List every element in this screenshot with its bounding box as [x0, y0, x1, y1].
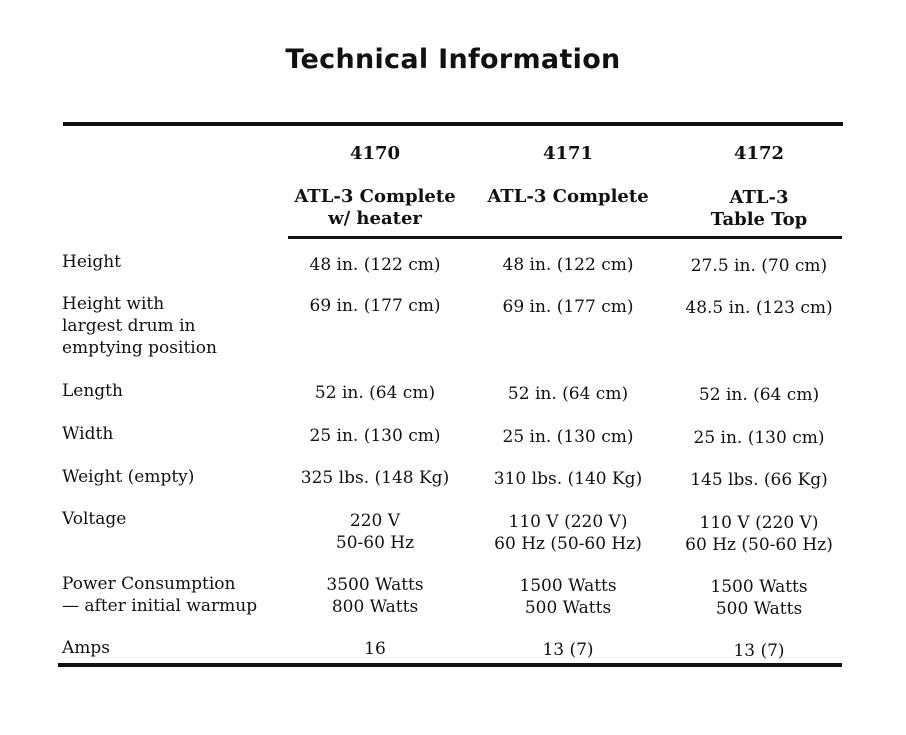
- cell-line: 220 V: [349, 511, 401, 531]
- cell-line: 800 Watts: [331, 597, 419, 617]
- table-cell: [275, 510, 475, 554]
- column-name-4172: [659, 187, 859, 231]
- table-cell: 13 (7): [733, 641, 785, 661]
- table-cell: 27.5 in. (70 cm): [690, 256, 828, 276]
- row-label-power-consumption: [62, 573, 257, 617]
- row-label-line: — after initial warmup: [62, 596, 258, 616]
- column-name-4170: [275, 186, 475, 230]
- page-title: Technical Information: [285, 44, 621, 75]
- table-cell: 25 in. (130 cm): [309, 426, 441, 446]
- header-rule: [288, 236, 842, 239]
- table-cell: 52 in. (64 cm): [314, 383, 436, 403]
- table-cell: 310 lbs. (140 Kg): [493, 469, 643, 489]
- table-cell: [468, 511, 668, 555]
- table-cell: 25 in. (130 cm): [693, 428, 825, 448]
- row-label-line: Power Consumption: [62, 574, 236, 594]
- row-label-line: Height: [62, 252, 121, 272]
- table-cell: 48 in. (122 cm): [502, 255, 634, 275]
- column-name-line: ATL-3 Complete: [294, 186, 456, 207]
- column-name-line: Table Top: [710, 209, 808, 230]
- row-label-line: Weight (empty): [62, 467, 195, 487]
- cell-line: 50-60 Hz: [335, 533, 415, 553]
- cell-line: 110 V (220 V): [699, 513, 819, 533]
- row-label-weight: [62, 466, 194, 488]
- cell-line: 500 Watts: [715, 599, 803, 619]
- row-label-line: Voltage: [62, 509, 127, 529]
- table-top-rule: [63, 122, 843, 126]
- table-cell: 25 in. (130 cm): [502, 427, 634, 447]
- row-label-line: Height with: [62, 294, 165, 314]
- table-cell: 48 in. (122 cm): [309, 255, 441, 275]
- table-cell: 69 in. (177 cm): [309, 296, 441, 316]
- column-model-4172: 4172: [733, 143, 785, 164]
- column-name-line: ATL-3: [729, 187, 789, 208]
- row-label-line: Amps: [62, 638, 111, 658]
- table-cell: [275, 574, 475, 618]
- row-label-length: [62, 380, 123, 402]
- column-name-line: w/ heater: [328, 208, 422, 229]
- table-cell: 52 in. (64 cm): [507, 384, 629, 404]
- cell-line: 3500 Watts: [326, 575, 424, 595]
- row-label-height: [62, 251, 121, 273]
- table-bottom-rule: [58, 663, 842, 667]
- column-model-4171: 4171: [542, 143, 594, 164]
- table-cell: [468, 575, 668, 619]
- cell-line: 1500 Watts: [519, 576, 617, 596]
- table-cell: 325 lbs. (148 Kg): [300, 468, 450, 488]
- row-label-line: Length: [62, 381, 123, 401]
- row-label-height-with-drum: [62, 293, 217, 359]
- table-cell: 48.5 in. (123 cm): [685, 298, 833, 318]
- row-label-voltage: [62, 508, 126, 530]
- row-label-width: [62, 423, 113, 445]
- row-label-line: Width: [62, 424, 114, 444]
- table-cell: [659, 512, 859, 556]
- cell-line: 60 Hz (50-60 Hz): [685, 535, 833, 555]
- table-cell: 145 lbs. (66 Kg): [690, 470, 828, 490]
- cell-line: 110 V (220 V): [508, 512, 628, 532]
- table-cell: 69 in. (177 cm): [502, 297, 634, 317]
- cell-line: 500 Watts: [524, 598, 612, 618]
- cell-line: 60 Hz (50-60 Hz): [494, 534, 642, 554]
- row-label-line: largest drum in: [62, 316, 196, 336]
- table-cell: [659, 576, 859, 620]
- column-model-4170: 4170: [349, 143, 401, 164]
- table-cell: 16: [364, 639, 386, 659]
- row-label-line: emptying position: [62, 338, 217, 358]
- column-name-4171: [468, 186, 668, 208]
- table-cell: 52 in. (64 cm): [698, 385, 820, 405]
- row-label-amps: [62, 637, 110, 659]
- column-name-line: ATL-3 Complete: [487, 186, 649, 207]
- table-cell: 13 (7): [542, 640, 594, 660]
- cell-line: 1500 Watts: [710, 577, 808, 597]
